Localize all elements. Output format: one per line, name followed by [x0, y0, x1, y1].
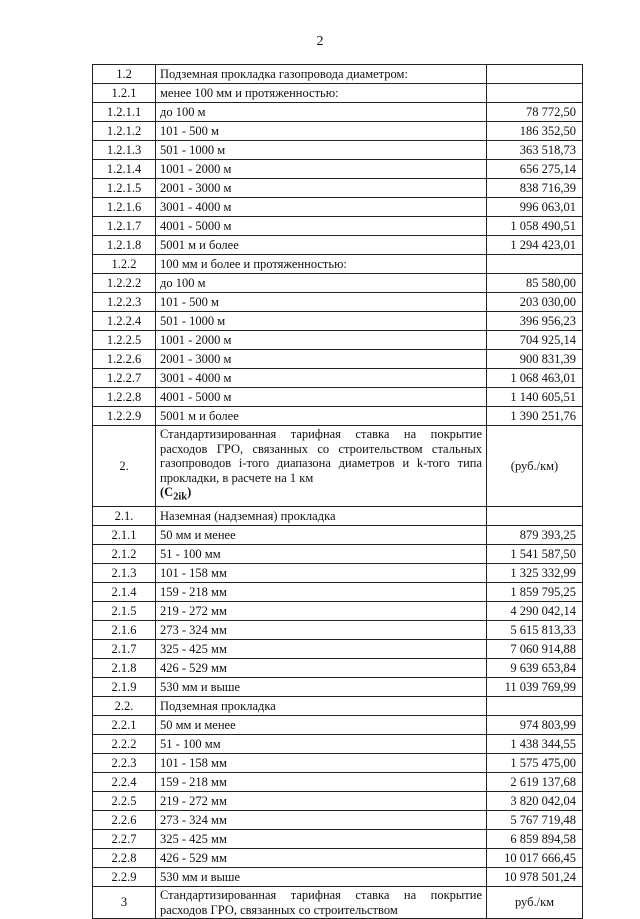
row-description: 100 мм и более и протяженностью:: [156, 255, 487, 274]
table-row: [93, 84, 583, 103]
row-description: 101 - 500 м: [156, 122, 487, 141]
row-description: 530 мм и выше: [156, 868, 487, 887]
row-description: 273 - 324 мм: [156, 621, 487, 640]
section-3-unit: руб./км: [487, 887, 583, 919]
row-description: 426 - 529 мм: [156, 659, 487, 678]
table-row: [93, 331, 583, 350]
row-value: 974 803,99: [487, 716, 583, 735]
row-value: 1 859 795,25: [487, 583, 583, 602]
table-row: [93, 868, 583, 887]
row-value: 879 393,25: [487, 526, 583, 545]
table-row: [93, 792, 583, 811]
table-row: [93, 849, 583, 868]
table-row: [93, 312, 583, 331]
tariff-table-body: [93, 65, 583, 919]
table-row: [93, 621, 583, 640]
row-description: 101 - 500 м: [156, 293, 487, 312]
row-description: 1001 - 2000 м: [156, 160, 487, 179]
row-value: 1 294 423,01: [487, 236, 583, 255]
row-value: 10 017 666,45: [487, 849, 583, 868]
row-description: 325 - 425 мм: [156, 830, 487, 849]
row-number: 1.2.2.4: [93, 312, 156, 331]
row-value: 9 639 653,84: [487, 659, 583, 678]
row-description: 5001 м и более: [156, 236, 487, 255]
row-number: 2.1.: [93, 507, 156, 526]
row-number: 1.2: [93, 65, 156, 84]
section-2-row: [93, 426, 583, 507]
table-row: [93, 141, 583, 160]
row-number: 1.2.2.3: [93, 293, 156, 312]
row-value: [487, 65, 583, 84]
section-2-text: Стандартизированная тарифная ставка на покрытие расходов ГРО, связанных со строительством стальных газопроводов i-того диапазона диаметров и k-того типа прокладки, в расчете на 1 км: [160, 427, 482, 485]
row-number: 2.2.6: [93, 811, 156, 830]
row-description: 325 - 425 мм: [156, 640, 487, 659]
row-number: 1.2.2.7: [93, 369, 156, 388]
row-number: 1.2.1.8: [93, 236, 156, 255]
table-row: [93, 198, 583, 217]
symbol-letter: (C: [160, 485, 174, 499]
table-row: [93, 545, 583, 564]
symbol-close: ): [187, 485, 192, 499]
row-number: 2.2.4: [93, 773, 156, 792]
row-number: 1.2.1.1: [93, 103, 156, 122]
row-number: 1.2.2.9: [93, 407, 156, 426]
row-value: 203 030,00: [487, 293, 583, 312]
row-description: 219 - 272 мм: [156, 602, 487, 621]
row-description: 50 мм и менее: [156, 526, 487, 545]
row-number: 1.2.1.4: [93, 160, 156, 179]
row-number: 2.2.3: [93, 754, 156, 773]
table-row: [93, 678, 583, 697]
row-value: [487, 507, 583, 526]
table-row: [93, 236, 583, 255]
row-description: 51 - 100 мм: [156, 735, 487, 754]
section-2-number: 2.: [93, 426, 156, 507]
section-3-row: [93, 887, 583, 919]
row-number: 2.1.7: [93, 640, 156, 659]
table-row: [93, 811, 583, 830]
row-value: 7 060 914,88: [487, 640, 583, 659]
row-number: 2.1.3: [93, 564, 156, 583]
row-value: [487, 255, 583, 274]
row-value: 1 390 251,76: [487, 407, 583, 426]
table-row: [93, 716, 583, 735]
row-value: 1 325 332,99: [487, 564, 583, 583]
row-number: 2.1.8: [93, 659, 156, 678]
row-value: 704 925,14: [487, 331, 583, 350]
row-value: 656 275,14: [487, 160, 583, 179]
section-3-number: 3: [93, 887, 156, 919]
table-row: [93, 369, 583, 388]
row-number: 1.2.2.8: [93, 388, 156, 407]
table-row: [93, 773, 583, 792]
row-description: 273 - 324 мм: [156, 811, 487, 830]
row-value: 1 438 344,55: [487, 735, 583, 754]
section-3-description: Стандартизированная тарифная ставка на покрытие расходов ГРО, связанных со строительством: [156, 887, 487, 919]
row-number: 2.1.9: [93, 678, 156, 697]
row-description: 3001 - 4000 м: [156, 369, 487, 388]
row-number: 2.2.9: [93, 868, 156, 887]
row-number: 2.1.5: [93, 602, 156, 621]
row-number: 1.2.2.2: [93, 274, 156, 293]
row-description: 1001 - 2000 м: [156, 331, 487, 350]
table-row: [93, 659, 583, 678]
row-number: 2.2.: [93, 697, 156, 716]
table-row: [93, 640, 583, 659]
row-value: 1 575 475,00: [487, 754, 583, 773]
row-number: 1.2.1: [93, 84, 156, 103]
tariff-table: [92, 64, 583, 919]
table-row: [93, 122, 583, 141]
row-value: 11 039 769,99: [487, 678, 583, 697]
table-row: [93, 735, 583, 754]
row-description: 2001 - 3000 м: [156, 350, 487, 369]
row-value: 838 716,39: [487, 179, 583, 198]
table-row: [93, 754, 583, 773]
table-row: [93, 507, 583, 526]
row-description: 5001 м и более: [156, 407, 487, 426]
row-value: 186 352,50: [487, 122, 583, 141]
row-number: 2.2.2: [93, 735, 156, 754]
table-row: [93, 255, 583, 274]
table-row: [93, 160, 583, 179]
table-row: [93, 830, 583, 849]
section-2-symbol: [160, 485, 192, 503]
row-value: 363 518,73: [487, 141, 583, 160]
section-2-unit: (руб./км): [487, 426, 583, 507]
row-number: 2.2.7: [93, 830, 156, 849]
row-value: 1 068 463,01: [487, 369, 583, 388]
row-value: 5 615 813,33: [487, 621, 583, 640]
row-description: Подземная прокладка газопровода диаметром:: [156, 65, 487, 84]
row-number: 2.1.1: [93, 526, 156, 545]
row-value: 396 956,23: [487, 312, 583, 331]
row-value: 3 820 042,04: [487, 792, 583, 811]
row-description: 219 - 272 мм: [156, 792, 487, 811]
row-number: 1.2.1.5: [93, 179, 156, 198]
row-description: 4001 - 5000 м: [156, 217, 487, 236]
row-value: [487, 697, 583, 716]
table-row: [93, 564, 583, 583]
row-description: 501 - 1000 м: [156, 312, 487, 331]
row-number: 2.1.4: [93, 583, 156, 602]
page-number: 2: [316, 34, 324, 49]
row-value: 1 140 605,51: [487, 388, 583, 407]
table-row: [93, 293, 583, 312]
row-description: менее 100 мм и протяженностью:: [156, 84, 487, 103]
table-row: [93, 697, 583, 716]
table-row: [93, 602, 583, 621]
row-number: 2.2.8: [93, 849, 156, 868]
row-description: 51 - 100 мм: [156, 545, 487, 564]
row-number: 1.2.2.5: [93, 331, 156, 350]
row-number: 1.2.2.6: [93, 350, 156, 369]
row-number: 1.2.1.6: [93, 198, 156, 217]
row-value: 4 290 042,14: [487, 602, 583, 621]
row-number: 2.2.1: [93, 716, 156, 735]
row-description: 101 - 158 мм: [156, 754, 487, 773]
table-row: [93, 179, 583, 198]
row-description: 159 - 218 мм: [156, 583, 487, 602]
row-description: 530 мм и выше: [156, 678, 487, 697]
row-value: 85 580,00: [487, 274, 583, 293]
row-description: 4001 - 5000 м: [156, 388, 487, 407]
row-number: 2.2.5: [93, 792, 156, 811]
section-2-description: [156, 426, 487, 507]
row-description: 159 - 218 мм: [156, 773, 487, 792]
row-number: 1.2.1.7: [93, 217, 156, 236]
row-number: 2.1.6: [93, 621, 156, 640]
row-number: 1.2.1.3: [93, 141, 156, 160]
row-value: 900 831,39: [487, 350, 583, 369]
row-number: 1.2.1.2: [93, 122, 156, 141]
row-value: 1 541 587,50: [487, 545, 583, 564]
table-row: [93, 526, 583, 545]
table-row: [93, 407, 583, 426]
row-description: Подземная прокладка: [156, 697, 487, 716]
row-description: 3001 - 4000 м: [156, 198, 487, 217]
row-description: до 100 м: [156, 103, 487, 122]
table-row: [93, 583, 583, 602]
row-value: 5 767 719,48: [487, 811, 583, 830]
row-description: 501 - 1000 м: [156, 141, 487, 160]
row-description: 50 мм и менее: [156, 716, 487, 735]
table-row: [93, 388, 583, 407]
row-value: 6 859 894,58: [487, 830, 583, 849]
row-description: 2001 - 3000 м: [156, 179, 487, 198]
table-row: [93, 65, 583, 84]
row-value: 78 772,50: [487, 103, 583, 122]
row-description: Наземная (надземная) прокладка: [156, 507, 487, 526]
row-description: 426 - 529 мм: [156, 849, 487, 868]
row-value: 1 058 490,51: [487, 217, 583, 236]
row-number: 1.2.2: [93, 255, 156, 274]
table-row: [93, 274, 583, 293]
row-value: [487, 84, 583, 103]
row-description: до 100 м: [156, 274, 487, 293]
table-row: [93, 217, 583, 236]
table-row: [93, 350, 583, 369]
row-value: 2 619 137,68: [487, 773, 583, 792]
row-description: 101 - 158 мм: [156, 564, 487, 583]
symbol-subscript: 2ik: [173, 491, 188, 503]
row-value: 10 978 501,24: [487, 868, 583, 887]
table-row: [93, 103, 583, 122]
row-value: 996 063,01: [487, 198, 583, 217]
row-number: 2.1.2: [93, 545, 156, 564]
